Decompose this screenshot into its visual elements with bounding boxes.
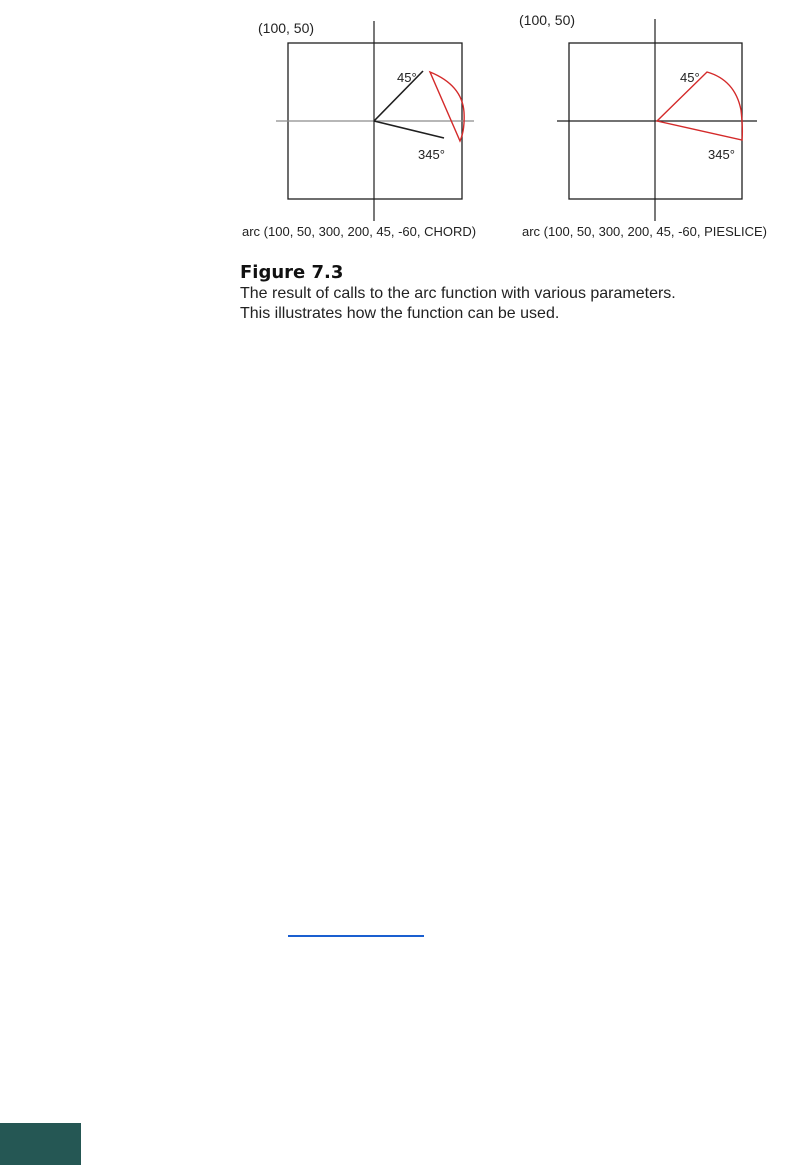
figure-caption xyxy=(240,262,800,324)
footer-color-block xyxy=(0,1123,81,1165)
caption-line-1: The result of calls to the arc function with various parameters. xyxy=(240,285,676,302)
right-origin-label: (100, 50) xyxy=(519,12,576,28)
figure-7-3-illustration xyxy=(0,0,811,250)
left-panel-chord xyxy=(242,20,476,239)
hyperlink-underline[interactable] xyxy=(288,935,424,937)
left-end-angle-label: 345° xyxy=(418,147,445,162)
right-call-label: arc (100, 50, 300, 200, 45, -60, PIESLICE) xyxy=(522,224,767,239)
right-panel-pieslice xyxy=(519,12,767,239)
left-origin-label: (100, 50) xyxy=(258,20,315,36)
left-arc-chord xyxy=(430,72,464,141)
right-start-angle-label: 45° xyxy=(680,70,700,85)
left-call-label: arc (100, 50, 300, 200, 45, -60, CHORD) xyxy=(242,224,477,239)
left-start-angle-label: 45° xyxy=(397,70,417,85)
left-radius-345 xyxy=(374,121,444,138)
figure-title: Figure 7.3 xyxy=(240,262,344,283)
right-end-angle-label: 345° xyxy=(708,147,735,162)
caption-line-2: This illustrates how the function can be used. xyxy=(240,305,560,322)
